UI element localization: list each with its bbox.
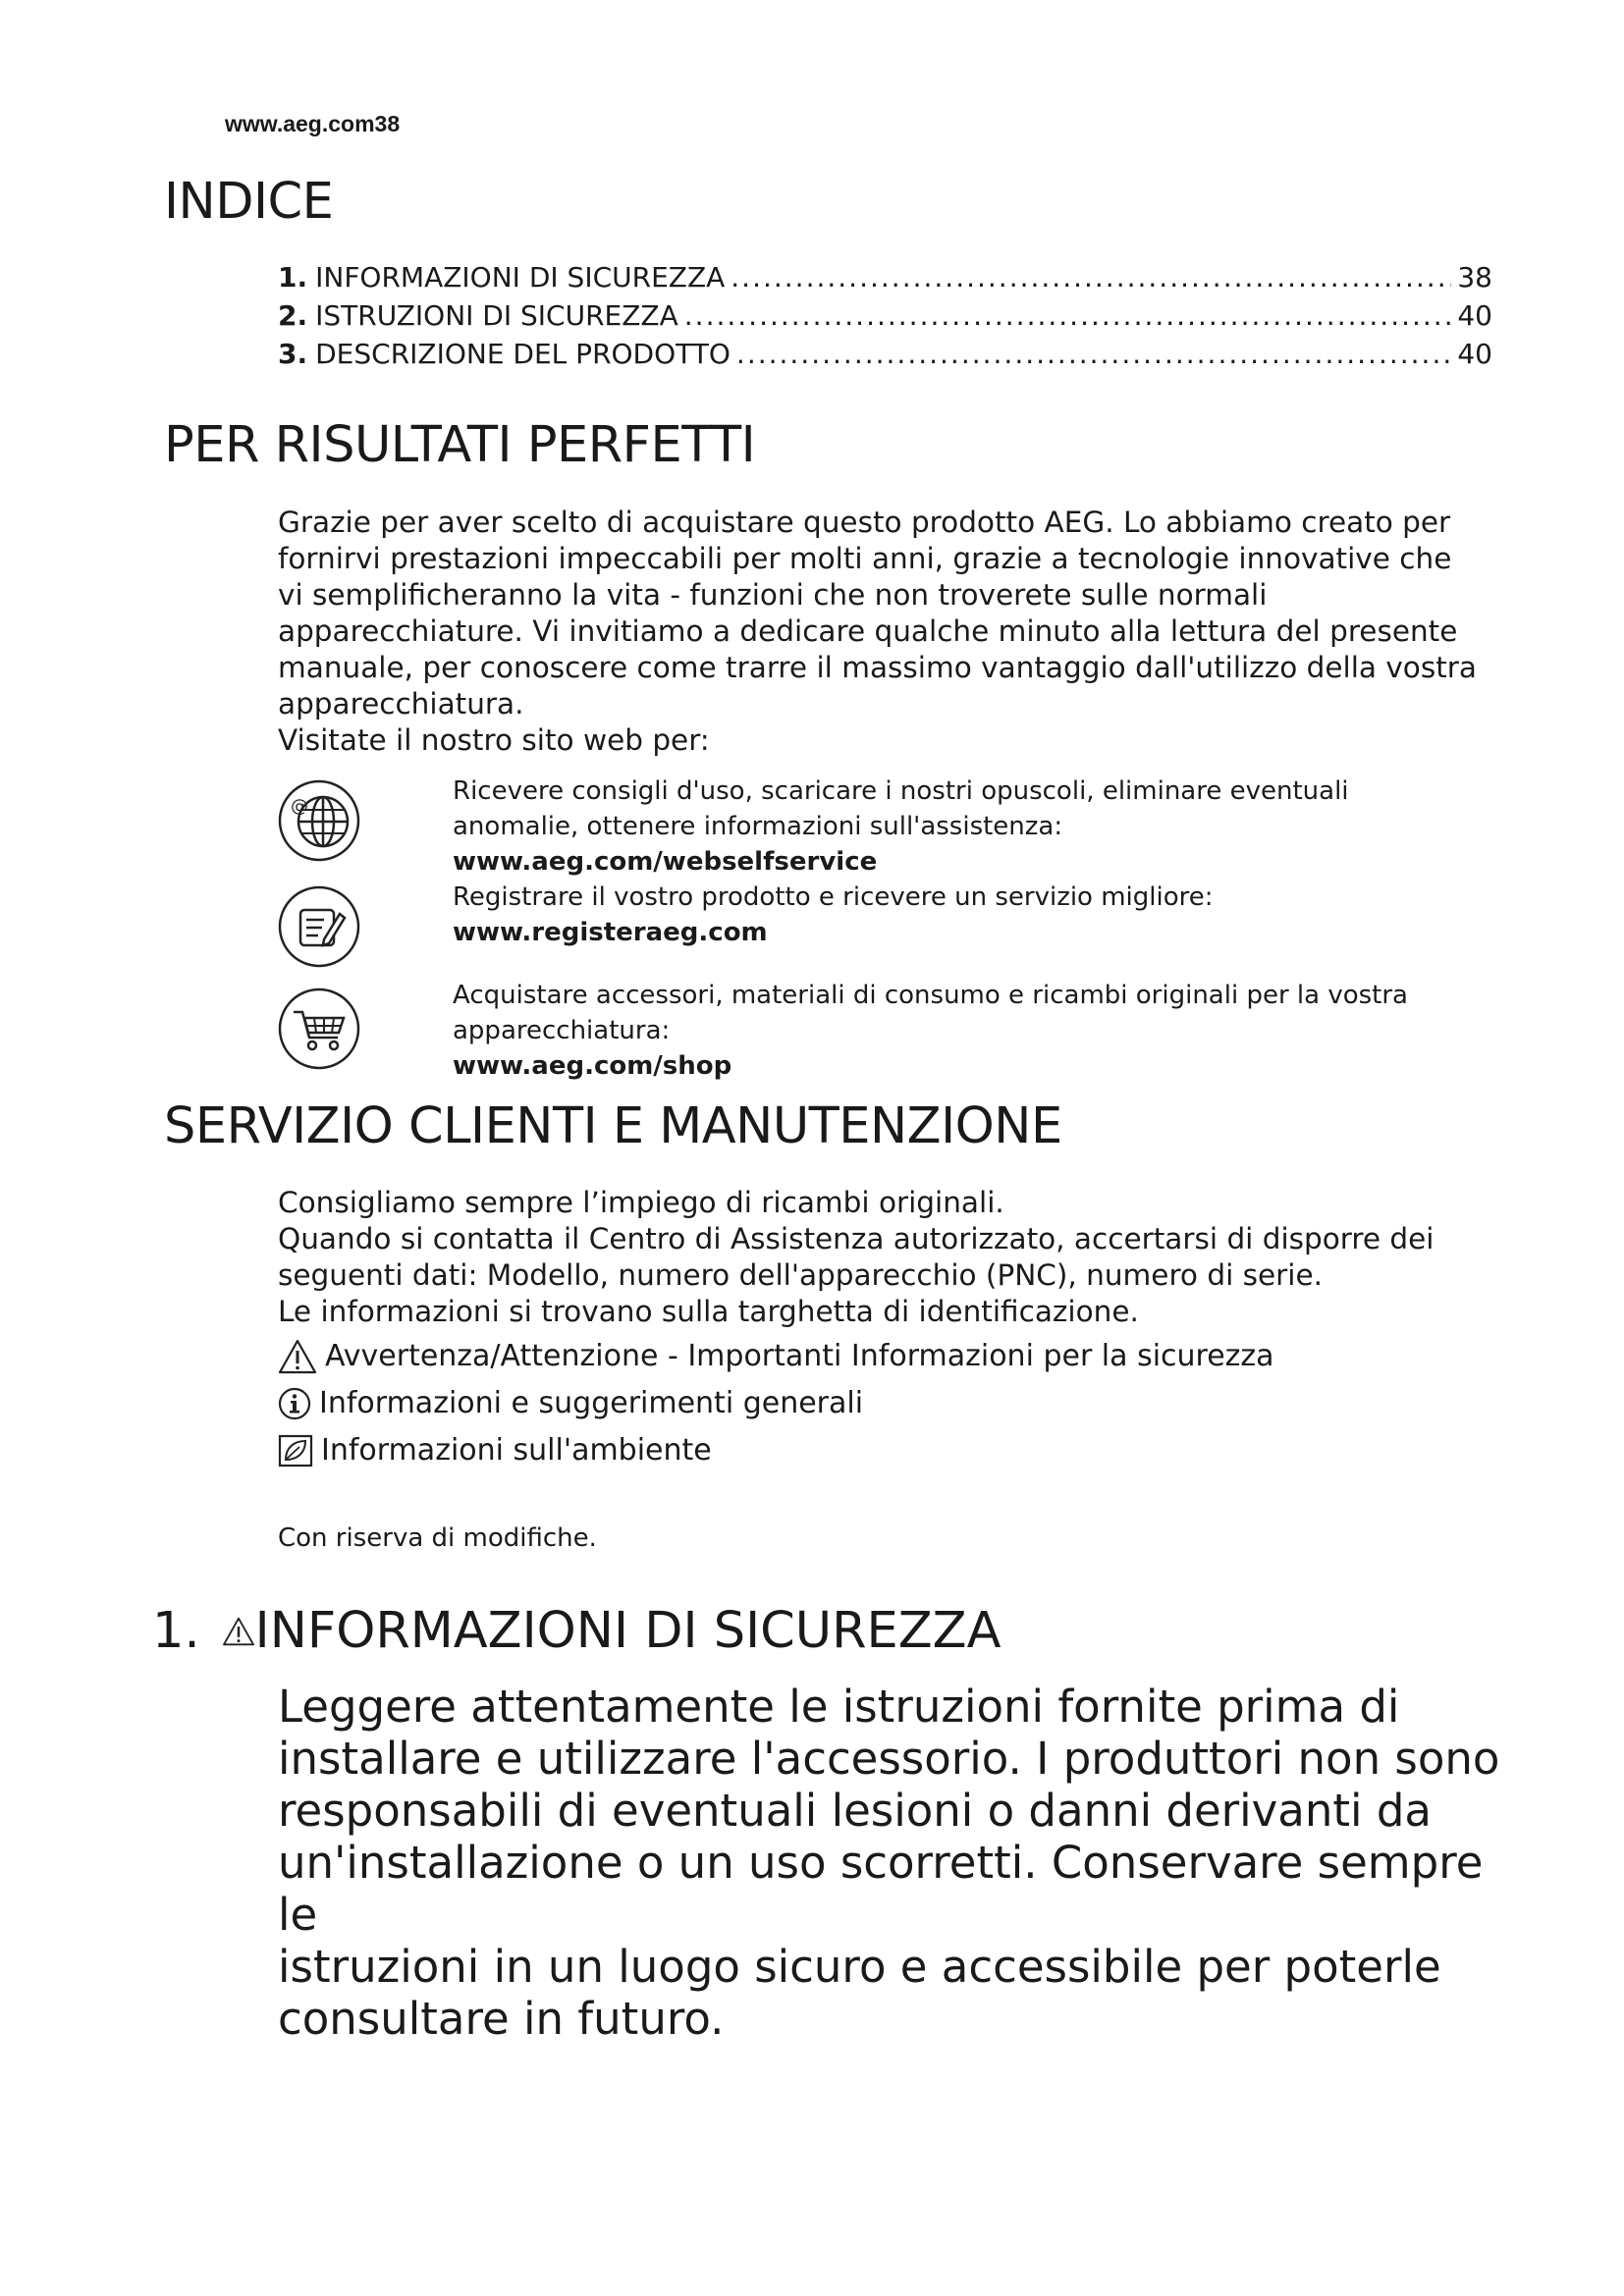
register-link[interactable]: www.registeraeg.com [453, 918, 768, 947]
text-line: Ricevere consigli d'uso, scaricare i nostri opuscoli, eliminare eventuali [453, 776, 1349, 806]
text-line: Leggere attentamente le istruzioni fornite prima di [278, 1681, 1400, 1733]
section-number: 1. [152, 1602, 200, 1660]
toc-page: 40 [1457, 299, 1492, 332]
warning-icon [222, 1617, 255, 1646]
legend-text: Informazioni sull'ambiente [321, 1433, 712, 1468]
warning-icon [278, 1339, 317, 1374]
text-line: apparecchiatura: [453, 1016, 671, 1045]
text-line: Le informazioni si trovano sulla targhetta di identificazione. [278, 1295, 1139, 1328]
text-line: un'installazione o un uso scorretti. Conservare sempre le [278, 1837, 1484, 1941]
text-line: apparecchiature. Vi invitiamo a dedicare qualche minuto alla lettura del presente [278, 614, 1458, 648]
toc-leader [731, 261, 1451, 294]
toc-number: 2. [278, 299, 308, 332]
toc-page: 38 [1457, 261, 1492, 294]
leaf-icon [278, 1434, 313, 1468]
text-line: installare e utilizzare l'accessorio. I produttori non sono [278, 1733, 1500, 1785]
legend-item [278, 1427, 1274, 1474]
perfect-results-text [278, 505, 1505, 759]
service-text [278, 1185, 1505, 1330]
toc-number: 3. [278, 338, 308, 370]
service-title: SERVIZIO CLIENTI E MANUTENZIONE [164, 1097, 1062, 1155]
text-line: Quando si contatta il Centro di Assistenza autorizzato, accertarsi di disporre dei [278, 1222, 1435, 1255]
cart-icon [277, 987, 361, 1071]
webselfservice-item [453, 774, 1513, 950]
svg-text:@: @ [291, 796, 308, 817]
page-header: www.aeg.com38 [225, 111, 401, 136]
section-title: INFORMAZIONI DI SICUREZZA [254, 1602, 1001, 1660]
text-line: Visitate il nostro sito web per: [278, 723, 710, 757]
toc-entry[interactable] [278, 338, 1492, 376]
register-icon [277, 884, 361, 969]
modification-note: Con riserva di modifiche. [278, 1523, 597, 1553]
toc-entry[interactable] [278, 261, 1492, 299]
info-icon [278, 1387, 311, 1420]
perfect-results-title: PER RISULTATI PERFETTI [164, 416, 756, 474]
text-line: Acquistare accessori, materiali di consumo e ricambi originali per la vostra [453, 981, 1408, 1010]
text-line: Consigliamo sempre l’impiego di ricambi originali. [278, 1186, 1004, 1219]
text-line: Registrare il vostro prodotto e ricevere un servizio migliore: [453, 882, 1214, 912]
section-1-heading [152, 1602, 1001, 1660]
text-line: apparecchiatura. [278, 687, 524, 721]
toc-number: 1. [278, 261, 308, 294]
section-1-text [278, 1681, 1525, 2045]
text-line: istruzioni in un luogo sicuro e accessibile per poterle [278, 1941, 1441, 1993]
toc-label: DESCRIZIONE DEL PRODOTTO [315, 338, 731, 370]
text-line: anomalie, ottenere informazioni sull'assistenza: [453, 812, 1063, 841]
globe-icon [277, 778, 361, 863]
webselfservice-link[interactable]: www.aeg.com/webselfservice [453, 847, 878, 877]
indice-title: INDICE [164, 173, 334, 231]
toc-leader [684, 299, 1452, 332]
text-line: consultare in futuro. [278, 1993, 725, 2045]
text-line: fornirvi prestazioni impeccabili per molti anni, grazie a tecnologie innovative che [278, 542, 1452, 575]
shop-item [453, 978, 1513, 1084]
table-of-contents [278, 261, 1492, 376]
toc-entry[interactable] [278, 299, 1492, 338]
text-line: manuale, per conoscere come trarre il massimo vantaggio dall'utilizzo della vostra [278, 651, 1477, 684]
toc-label: ISTRUZIONI DI SICUREZZA [315, 299, 678, 332]
legend-text: Avvertenza/Attenzione - Importanti Informazioni per la sicurezza [325, 1339, 1274, 1373]
toc-label: INFORMAZIONI DI SICUREZZA [315, 261, 726, 294]
text-line: Grazie per aver scelto di acquistare questo prodotto AEG. Lo abbiamo creato per [278, 506, 1451, 539]
symbol-legend [278, 1333, 1274, 1474]
text-line: seguenti dati: Modello, numero dell'apparecchio (PNC), numero di serie. [278, 1258, 1324, 1292]
text-line: responsabili di eventuali lesioni o danni derivanti da [278, 1785, 1432, 1837]
shop-link[interactable]: www.aeg.com/shop [453, 1051, 732, 1081]
text-line: vi semplificheranno la vita - funzioni che non troverete sulle normali [278, 578, 1268, 612]
toc-page: 40 [1457, 338, 1492, 370]
legend-item [278, 1333, 1274, 1380]
toc-leader [736, 338, 1451, 370]
legend-item [278, 1380, 1274, 1427]
legend-text: Informazioni e suggerimenti generali [319, 1386, 864, 1420]
